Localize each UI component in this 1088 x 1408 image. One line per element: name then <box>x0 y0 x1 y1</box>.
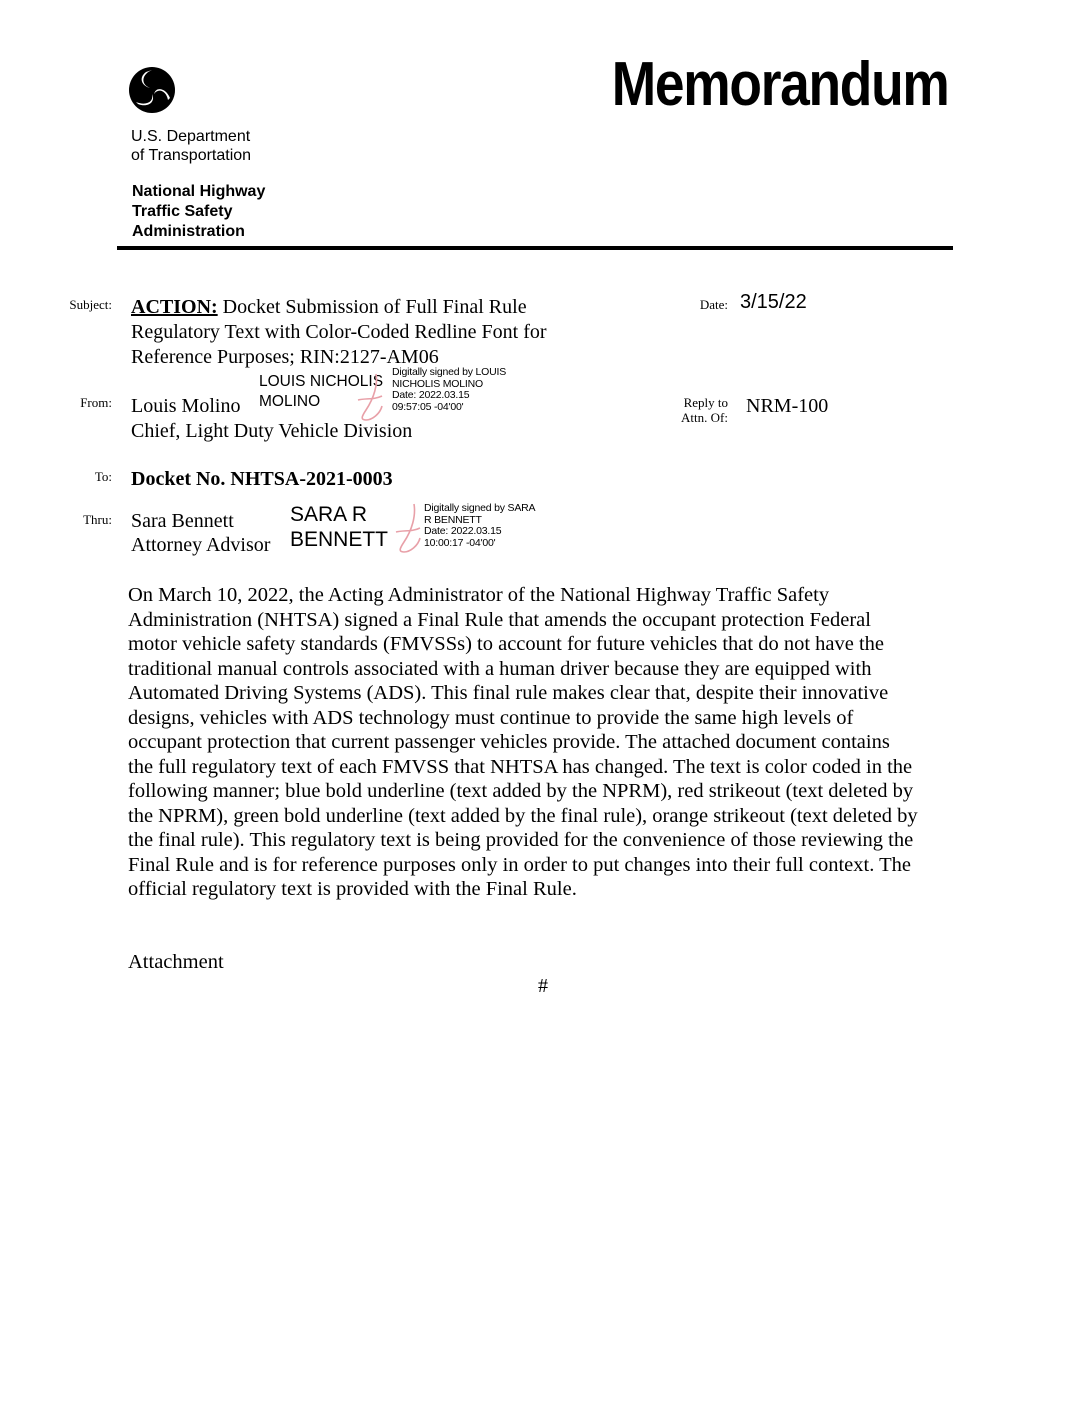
signature-mark-icon <box>352 370 390 426</box>
subject-action: ACTION: <box>131 296 218 318</box>
administration-line: Administration <box>132 223 245 240</box>
attachment-label: Attachment <box>128 951 224 973</box>
reply-to-label <box>660 395 728 425</box>
signature-detail-line: Date: 2022.03.15 <box>392 389 470 401</box>
signature-details-molino <box>392 367 506 413</box>
from-name: Louis Molino <box>131 395 241 417</box>
from-label: From: <box>80 395 112 410</box>
signature-detail-line: R BENNETT <box>424 513 482 526</box>
signature-detail-line: Digitally signed by LOUIS <box>392 366 507 378</box>
reply-to-label-line: Attn. Of: <box>681 410 728 425</box>
signature-mark-icon <box>388 500 426 556</box>
signature-name-line: BENNETT <box>290 528 389 551</box>
administration-name <box>132 182 265 242</box>
signature-detail-line: Digitally signed by SARA <box>424 502 536 514</box>
memo-body-paragraph: On March 10, 2022, the Acting Administrator of the National Highway Traffic Safety Administration (NHTSA) signed a Final Rule that amends the occupant protection Federal motor vehicle safety standards (FMVSSs) to account for future vehicles that do not have the traditional manual controls associated with a human driver because they are equipped with Automated Driving Systems (ADS). This final rule makes clear that, despite their innovative designs, vehicles with ADS technology must continue to provide the same high levels of occupant protection that current passenger vehicles provide. The attached document contains the full regulatory text of each FMVSS that NHTSA has changed. The text is color coded in the following manner; blue bold underline (text added by the NPRM), red strikeout (text deleted by the NPRM), green bold underline (text added by the final rule), orange strikeout (text deleted by the final rule). This regulatory text is being provided for the convenience of those reviewing the Final Rule and is for reference purposes only in order to put changes into their full context. The official regulatory text is provided with the Final Rule. <box>128 584 918 900</box>
signature-name-line: MOLINO <box>259 393 321 410</box>
docket-number: Docket No. NHTSA-2021-0003 <box>131 468 393 490</box>
department-name <box>131 127 251 165</box>
dot-logo-icon <box>128 66 176 114</box>
reply-to-label-line: Reply to <box>683 395 728 410</box>
signature-detail-line: 09:57:05 -04'00' <box>392 400 464 413</box>
administration-line: Traffic Safety <box>132 203 233 220</box>
date-label: Date: <box>699 297 728 312</box>
header-divider <box>117 246 953 250</box>
reply-to-code: NRM-100 <box>746 395 829 417</box>
department-line: of Transportation <box>131 147 252 164</box>
signature-detail-line: 10:00:17 -04'00' <box>424 536 496 549</box>
to-label: To: <box>94 469 112 484</box>
thru-label: Thru: <box>83 512 112 527</box>
end-mark: # <box>538 975 548 997</box>
signature-name-line: SARA R <box>290 503 368 526</box>
thru-title: Attorney Advisor <box>131 534 271 556</box>
signature-detail-line: Date: 2022.03.15 <box>424 525 502 537</box>
signature-details-bennett <box>424 503 535 549</box>
signature-detail-line: NICHOLIS MOLINO <box>392 377 483 390</box>
from-title: Chief, Light Duty Vehicle Division <box>131 420 413 442</box>
memorandum-title: Memorandum <box>611 50 948 119</box>
administration-line: National Highway <box>132 183 266 200</box>
thru-name: Sara Bennett <box>131 510 234 532</box>
memo-date: 3/15/22 <box>740 291 807 313</box>
subject-label: Subject: <box>69 297 112 312</box>
department-line: U.S. Department <box>131 128 251 145</box>
subject-line-3: Reference Purposes; RIN:2127-AM06 <box>131 346 439 368</box>
subject-line-1: Docket Submission of Full Final Rule <box>217 296 527 318</box>
subject-line-2: Regulatory Text with Color-Coded Redline Font for <box>131 321 547 343</box>
subject-block <box>131 295 651 370</box>
signature-name-line: LOUIS NICHOLIS <box>259 373 384 390</box>
signature-name-bennett <box>290 502 388 552</box>
